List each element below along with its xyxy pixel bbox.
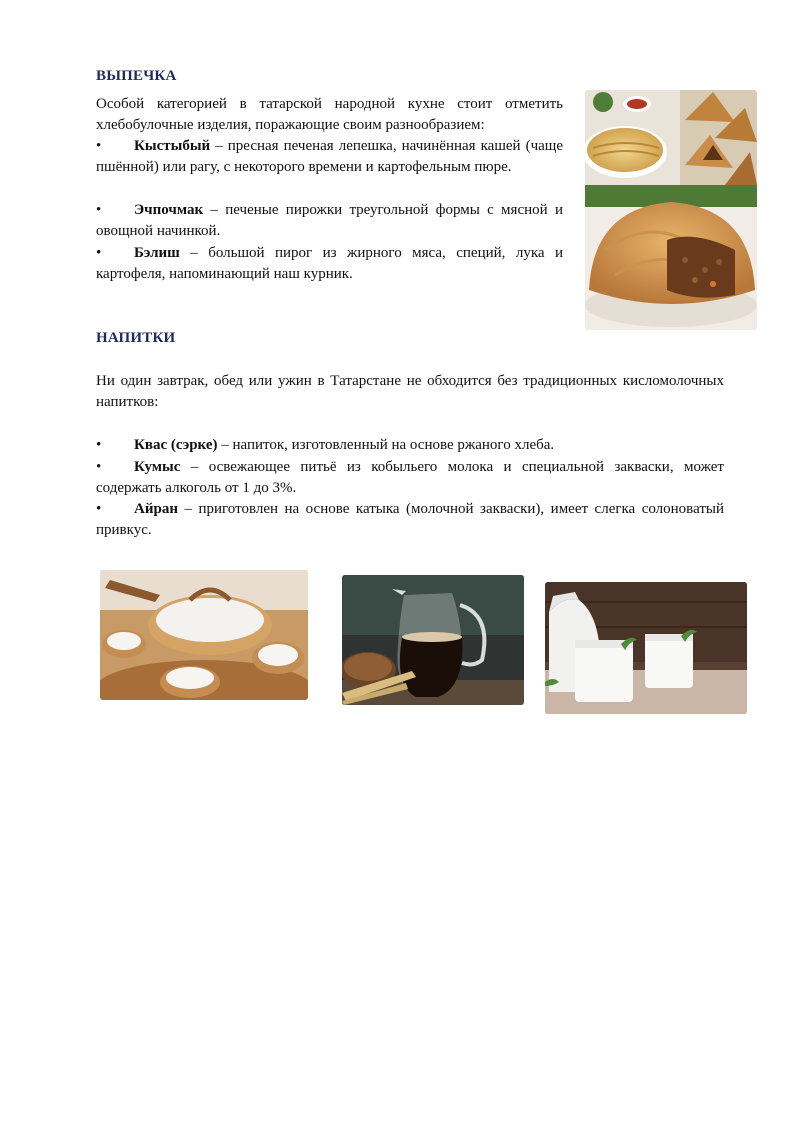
- bullet: •: [96, 138, 102, 154]
- item-term: Квас (сэрке): [134, 437, 218, 453]
- pastry-intro: Особой категорией в татарской народной кухне стоит отметить хлебобулочные изделия, поражающие своим разнообразием:: [96, 96, 563, 133]
- bullet: •: [96, 501, 102, 517]
- pastry-heading: ВЫПЕЧКА: [96, 68, 177, 84]
- item-term: Эчпочмак: [134, 202, 204, 218]
- airan-glasses-photo: [545, 582, 747, 714]
- drinks-heading: НАПИТКИ: [96, 330, 176, 346]
- bullet: •: [96, 459, 102, 475]
- bullet: •: [96, 202, 102, 218]
- drinks-item-kumys: [96, 457, 724, 499]
- item-text: – большой пирог из жирного мяса, специй, лука и картофеля, напоминающий наш курник.: [96, 245, 563, 282]
- item-term: Кыстыбый: [134, 138, 211, 154]
- pastry-item-belish: [96, 243, 563, 285]
- pastry-item-kystybyi: [96, 136, 563, 178]
- drinks-intro: Ни один завтрак, обед или ужин в Татарстане не обходится без традиционных кисломолочных напитков:: [96, 373, 724, 410]
- item-text: – напиток, изготовленный на основе ржаного хлеба.: [217, 437, 555, 453]
- item-text: – пресная печеная лепешка, начинённая кашей (чаще пшённой) или рагу, с некоторого времени и картофельным пюре.: [96, 138, 563, 175]
- item-term: Кумыс: [134, 459, 181, 475]
- kvas-jug-photo: [342, 575, 524, 705]
- bullet: •: [96, 437, 102, 453]
- item-text: – печеные пирожки треугольной формы с мясной и овощной начинкой.: [96, 202, 563, 239]
- drinks-item-kvas: [96, 435, 724, 456]
- drinks-item-airan: [96, 499, 724, 541]
- item-term: Айран: [134, 501, 178, 517]
- item-text: – приготовлен на основе катыка (молочной закваски), имеет слегка солоноватый привкус.: [96, 501, 724, 538]
- tatar-pastry-photo: [585, 90, 757, 330]
- bullet: •: [96, 245, 102, 261]
- kumys-bowls-photo: [100, 570, 308, 700]
- item-text: – освежающее питьё из кобыльего молока и специальной закваски, может содержать алкоголь от 1 до 3%.: [96, 459, 724, 496]
- item-term: Бэлиш: [134, 245, 180, 261]
- pastry-item-echpochmak: [96, 200, 563, 242]
